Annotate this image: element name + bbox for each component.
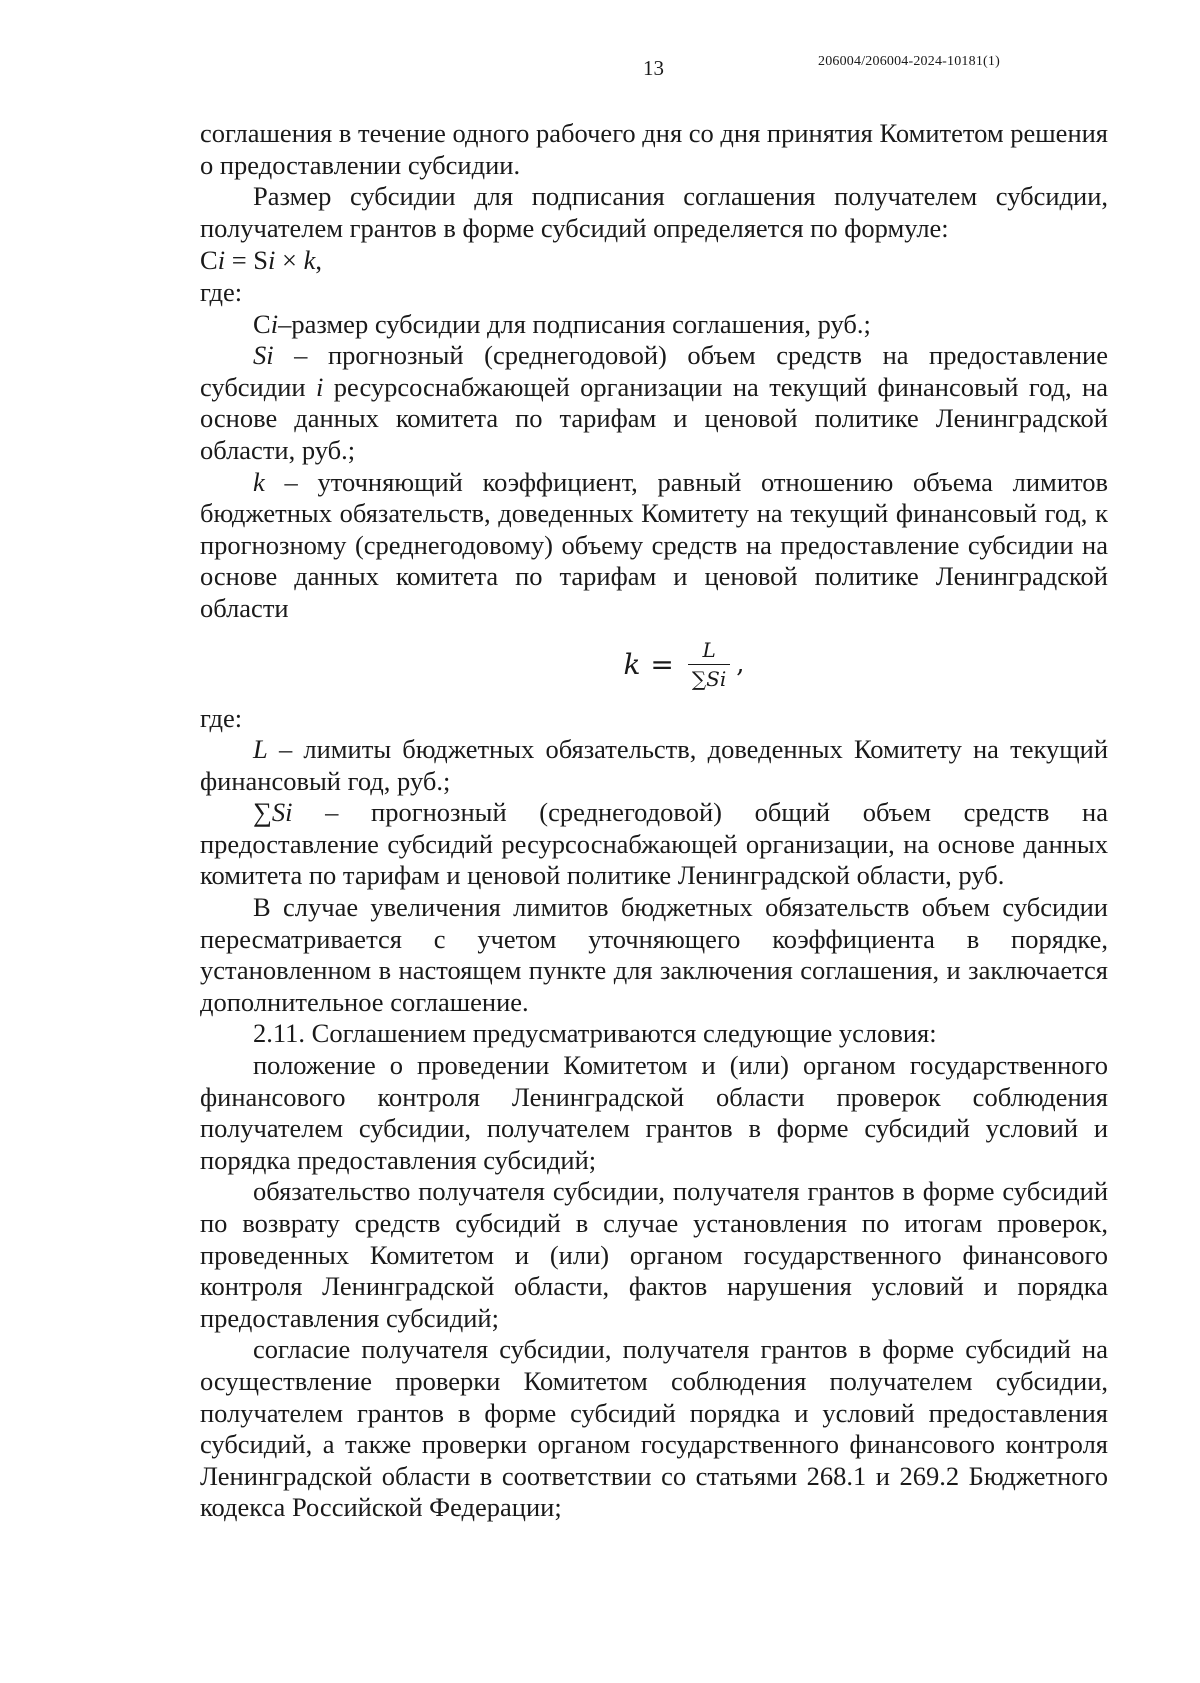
definition-sum-si-text: – прогнозный (среднегодовой) общий объем средств на предоставление субсидий ресурсоснабжающей организации, на основе данных комитета по тарифам и ценовой политике Ленинградской области, руб. [200, 797, 1108, 891]
page-number: 13 [643, 56, 664, 80]
definition-k-text: – уточняющий коэффициент, равный отношению объема лимитов бюджетных обязательств, доведенных Комитету на текущий финансовый год, к прогнозному (среднегодовому) объему средств на предоставление субсидии на основе данных комитета по тарифам и ценовой политике Ленинградской области [200, 466, 1108, 623]
definition-ci-symbol-c: С [253, 308, 271, 339]
definition-k-symbol: k [253, 466, 265, 497]
formula1-times: × [275, 245, 304, 276]
formula-coefficient-k [200, 631, 1108, 699]
document-body [200, 118, 1108, 1524]
formula2-fraction [688, 638, 730, 691]
definition-l-text: – лимиты бюджетных обязательств, доведенных Комитету на текущий финансовый год, руб.; [200, 734, 1108, 796]
definition-l-symbol: L [253, 734, 268, 765]
formula2-k: k [623, 647, 641, 681]
definition-l [200, 734, 1108, 797]
definition-ci-text: –размер субсидии для подписания соглашения, руб.; [278, 308, 871, 339]
formula2-numerator: L [702, 638, 716, 662]
paragraph-agreement-deadline: соглашения в течение одного рабочего дня со дня принятия Комитетом решения о предоставлении субсидии. [200, 118, 1108, 180]
formula1-eq-s: = S [225, 245, 268, 276]
formula1-k: k [303, 245, 316, 276]
paragraph-subsidy-size: Размер субсидии для подписания соглашения получателем субсидии, получателем грантов в форме субсидий определяется по формуле: [200, 181, 1108, 243]
paragraph-2-11: 2.11. Соглашением предусматриваются следующие условия: [253, 1018, 937, 1049]
definition-si [200, 340, 1108, 466]
definition-ci-symbol-i: i [270, 308, 279, 339]
formula-subsidy-size [200, 245, 1108, 277]
definition-sum-si-symbol: ∑Si [253, 797, 293, 828]
formula2-denominator: ∑Si [688, 664, 730, 691]
where-label-1: где: [200, 276, 243, 307]
formula1-tail: , [315, 245, 322, 276]
definition-k [200, 467, 1108, 625]
formula2-equals: = [650, 647, 674, 681]
formula2-tail: , [736, 648, 745, 679]
formula1-c: С [200, 245, 218, 276]
definition-si-text-a: – прогнозный (среднегодовой) объем средств на предоставление субсидии [200, 340, 1108, 402]
formula1-i: i [217, 245, 226, 276]
definition-si-symbol: Si [253, 340, 274, 371]
where-label-2: где: [200, 702, 243, 733]
paragraph-limits-increase: В случае увеличения лимитов бюджетных обязательств объем субсидии пересматривается с учетом уточняющего коэффициента в порядке, установленном в настоящем пункте для заключения соглашения, и заключается дополнительное соглашение. [200, 892, 1108, 1017]
definition-si-i: i [316, 371, 324, 402]
paragraph-condition-consent: согласие получателя субсидии, получателя грантов в форме субсидий на осуществление проверки Комитетом соблюдения получателем субсидии, получателем грантов в форме субсидий порядка и условий предоставления субсидий, а также проверки органом государственного финансового контроля Ленинградской области в соответствии со статьями 268.1 и 269.2 Бюджетного кодекса Российской Федерации; [200, 1334, 1108, 1523]
definition-sum-si [200, 797, 1108, 892]
definition-si-text-b: ресурсоснабжающей организации на текущий финансовый год, на основе данных комитета по тарифам и ценовой политике Ленинградской области, руб.; [200, 371, 1109, 465]
paragraph-condition-refund: обязательство получателя субсидии, получателя грантов в форме субсидий по возврату средств субсидий в случае установления по итогам проверок, проведенных Комитетом и (или) органом государственного финансового контроля Ленинградской области, фактов нарушения условий и порядка предоставления субсидий; [200, 1176, 1108, 1333]
formula1-i2: i [268, 245, 276, 276]
definition-ci [200, 309, 1108, 341]
document-id: 206004/206004-2024-10181(1) [818, 54, 1000, 69]
paragraph-condition-inspections: положение о проведении Комитетом и (или) органом государственного финансового контроля Ленинградской области проверок соблюдения получателем субсидии, получателем грантов в форме субсидий условий и порядка предоставления субсидий; [200, 1050, 1108, 1175]
